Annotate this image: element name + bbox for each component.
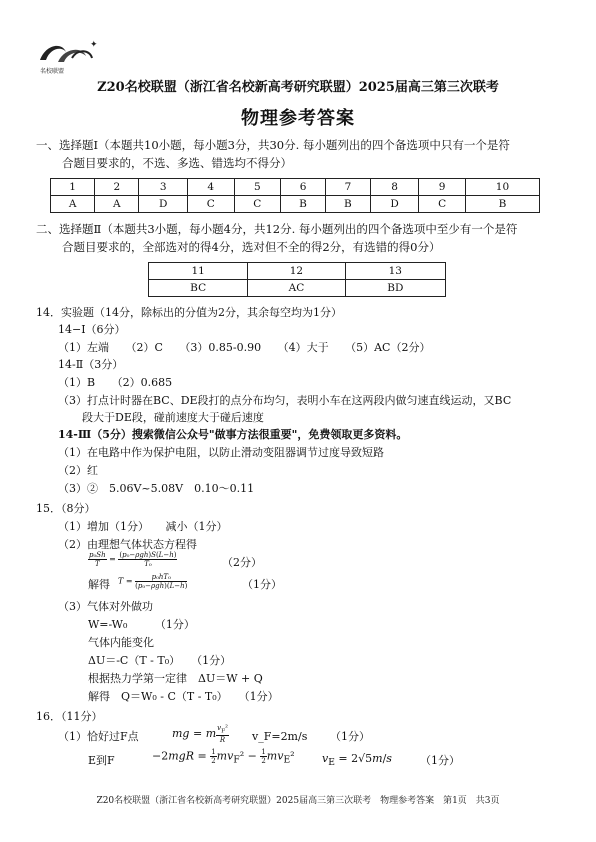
q15-equation-1: $\frac{\text{p₀Sh}}{T}$ = $\frac{\text{(p₀−ρgh)S(L−h)}}{\text{T₀}}$ (89, 551, 177, 568)
mc1-answer-9: C (419, 196, 466, 213)
exam-header: Z20名校联盟（浙江省名校新高考研究联盟）2025届高三第三次联考 (97, 80, 499, 95)
q14-part2-3-line1: （3）打点计时器在BC、DE段打的点分布均匀，表明小车在这两段内做匀速直线运动，又BC (58, 394, 512, 407)
q15-internal-energy: 气体内能变化 (88, 636, 154, 649)
q14-part2-head: 14-Ⅱ（3分） (58, 358, 124, 371)
mc1-number-1: 1 (51, 179, 95, 196)
mc2-answer-3: BD (345, 280, 445, 297)
q15-a2: （2）由理想气体状态方程得 (58, 538, 197, 551)
mc1-number-7: 7 (325, 179, 370, 196)
mc1-number-4: 4 (187, 179, 234, 196)
mc1-answer-2: A (95, 196, 139, 213)
q14-part3-head: 14-Ⅲ（5分）搜索微信公众号"做事方法很重要"，免费领取更多资料。 (58, 428, 408, 441)
mc1-answer-6: B (281, 196, 326, 213)
q14-part3-1: （1）在电路中作为保护电阻，以防止滑动变阻器调节过度导致短路 (58, 446, 384, 459)
q16-ef-equation: −2mgR = $\frac{1}{2}mv_F^2$ − $\frac{1}{2}mv_E^2$ (152, 748, 295, 766)
q14-part2-answers: （1）B （2）0.685 (58, 376, 173, 389)
mc1-answer-4: C (187, 196, 234, 213)
logo (32, 38, 102, 78)
mc-table-2 (148, 262, 446, 297)
q14-part1-head: 14−Ⅰ（6分） (58, 323, 126, 336)
mc1-answer-8: D (370, 196, 419, 213)
q14-part2-3-line2: 段大于DE段，碰前速度大于碰后速度 (82, 411, 264, 424)
q15-equation-2: T = $\frac{\text{p₀hT₀}}{\text{(p₀−ρgh)(L−h)}}$ (118, 573, 188, 590)
mc2-number-1: 11 (149, 263, 248, 280)
mc1-number-10: 10 (465, 179, 539, 196)
mc1-number-3: 3 (139, 179, 188, 196)
logo-text: 名校联盟 (40, 68, 65, 75)
q16-a1-score: （1分） (330, 730, 370, 743)
q15-a3: （3）气体对外做功 (58, 600, 153, 613)
mc1-number-8: 8 (370, 179, 419, 196)
mc1-answer-1: A (51, 196, 95, 213)
q15-heat: 解得 Q＝W₀ - C（T - T₀） （1分） (88, 690, 279, 703)
q16-a1-label: （1）恰好过F点 (58, 730, 139, 743)
q15-work: W=-W₀ （1分） (88, 618, 195, 631)
mc1-number-9: 9 (419, 179, 466, 196)
q16-ve-equation: $v_E = 2√5m/s$ (322, 752, 392, 769)
section1-line1: 一、选择题Ⅰ（本题共10小题，每小题3分，共30分. 每小题列出的四个备选项中只有一个是符 (36, 138, 510, 152)
page-footer: Z20名校联盟（浙江省名校新高考研究联盟）2025届高三第三次联考 物理参考答案 第1页 共3页 (96, 796, 500, 806)
mc1-number-6: 6 (281, 179, 326, 196)
q15-a1: （1）增加（1分） 减小（1分） (58, 520, 228, 533)
mc2-number-2: 12 (248, 263, 345, 280)
q16-a1-vf: v_F=2m/s (252, 730, 308, 743)
mc1-answer-3: D (139, 196, 188, 213)
q14-part1-answers: （1）左端 （2）C （3）0.85-0.90 （4）大于 （5）AC（2分） (58, 341, 431, 354)
q15-eq2-score: （1分） (242, 578, 282, 591)
q16-ef-label: E到F (88, 754, 115, 767)
section2-line2: 合题目要求的，全部选对的得4分，选对但不全的得2分，有选错的得0分） (62, 240, 441, 254)
q14-head: 14．实验题（14分，除标出的分值为2分，其余每空均为1分） (36, 306, 342, 319)
mc2-answer-1: BC (149, 280, 248, 297)
page-title: 物理参考答案 (241, 108, 355, 129)
q14-part3-3: （3）② 5.06V~5.08V 0.10～0.11 (58, 482, 255, 495)
q15-solve-label: 解得 (88, 578, 110, 591)
mc1-number-5: 5 (234, 179, 281, 196)
section1-line2: 合题目要求的，不选、多选、错选均不得分） (62, 156, 292, 170)
mc1-answer-7: B (325, 196, 370, 213)
q15-delta-u: ΔU＝-C（T - T₀） （1分） (88, 654, 232, 667)
mc-table-1 (50, 178, 540, 213)
mc1-answer-5: C (234, 196, 281, 213)
q16-ef-score: （1分） (420, 754, 460, 767)
q15-first-law: 根据热力学第一定律 ΔU＝W + Q (88, 672, 263, 685)
mc1-number-2: 2 (95, 179, 139, 196)
q16-head: 16．（11分） (36, 710, 103, 723)
q15-eq1-score: （2分） (222, 556, 262, 569)
q16-a1-equation: mg = m $\frac{v_F^2}{R}$ (172, 724, 228, 745)
mc1-answer-10: B (465, 196, 539, 213)
mc2-answer-2: AC (248, 280, 345, 297)
svg-text:✦: ✦ (90, 40, 98, 50)
mc2-number-3: 13 (345, 263, 445, 280)
section2-line1: 二、选择题Ⅱ（本题共3小题，每小题4分，共12分. 每小题列出的四个备选项中至少有一个是符 (36, 222, 518, 236)
q14-part3-2: （2）红 (58, 464, 98, 477)
q15-head: 15．（8分） (36, 502, 96, 515)
